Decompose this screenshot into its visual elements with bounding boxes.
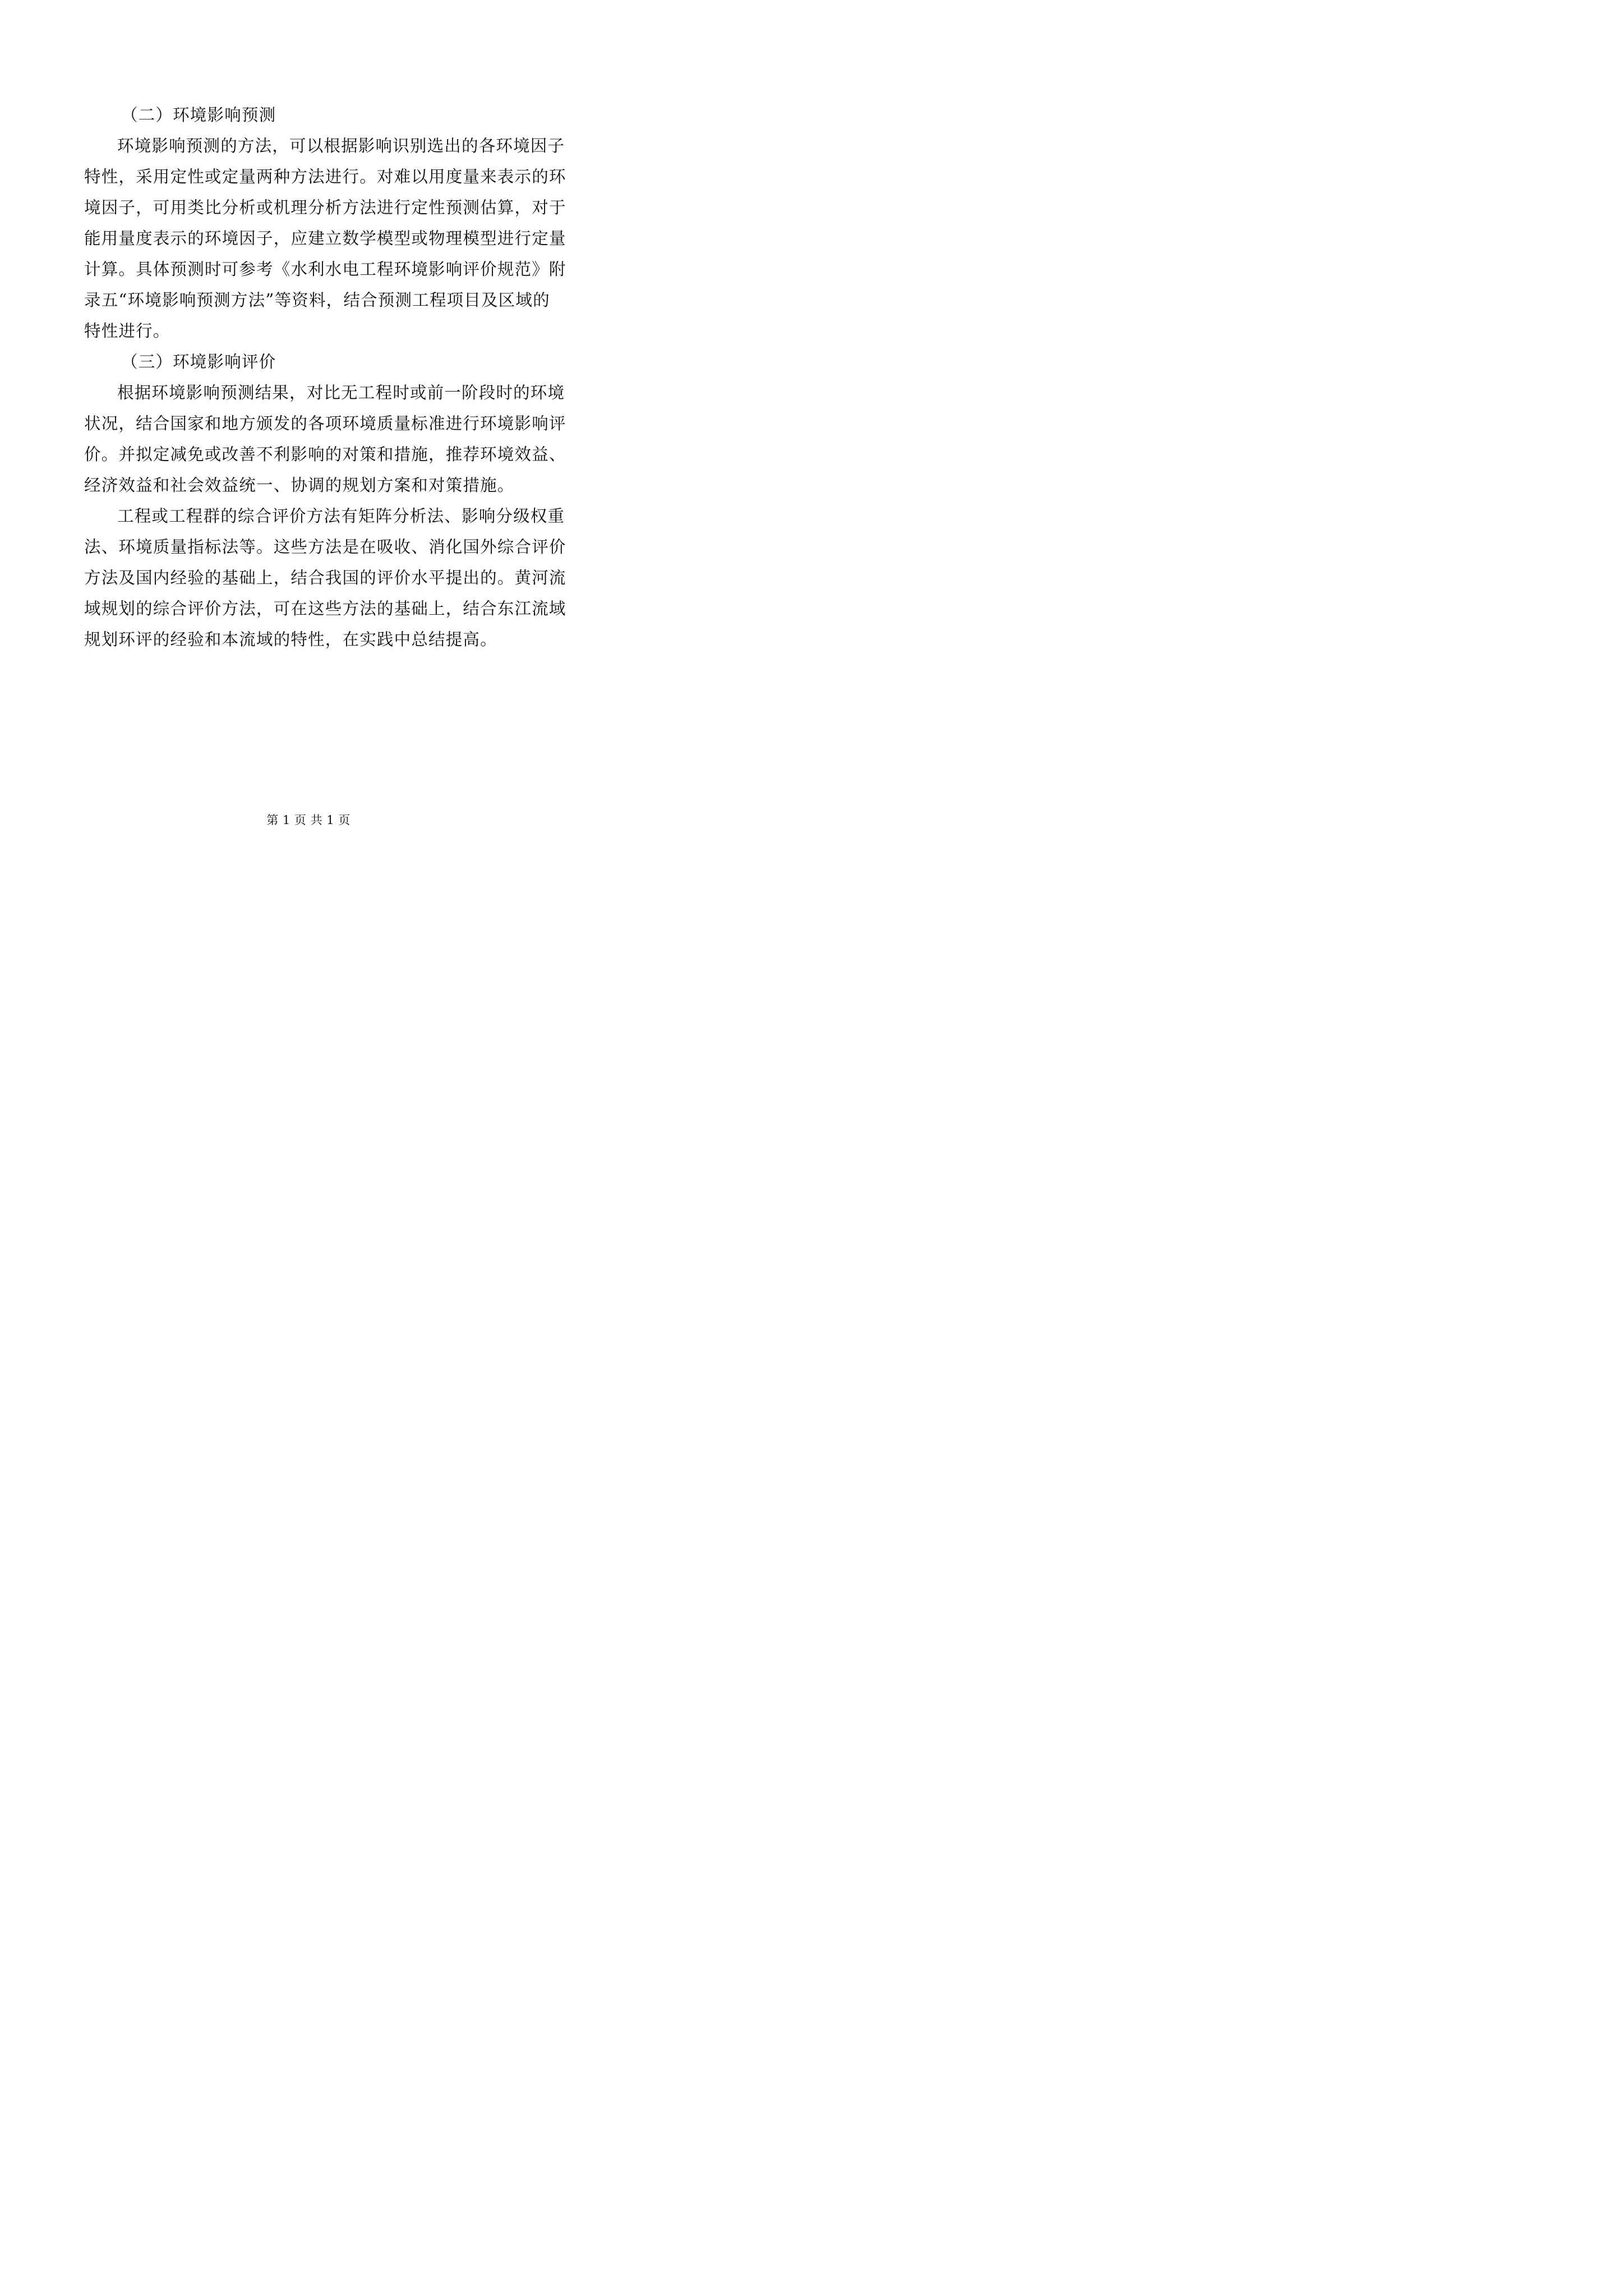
paragraph-line: 特性，采用定性或定量两种方法进行。对难以用度量来表示的环 bbox=[84, 167, 566, 186]
paragraph bbox=[84, 131, 566, 347]
paragraph bbox=[84, 501, 566, 655]
document-body bbox=[84, 100, 566, 655]
paragraph-line: 价。并拟定减免或改善不利影响的对策和措施，推荐环境效益、 bbox=[84, 445, 566, 464]
paragraph bbox=[84, 378, 566, 501]
paragraph-line: 环境影响预测的方法，可以根据影响识别选出的各环境因子 bbox=[117, 136, 565, 155]
paragraph-line: 经济效益和社会效益统一、协调的规划方案和对策措施。 bbox=[84, 476, 515, 495]
paragraph-line: 录五“环境影响预测方法”等资料，结合预测工程项目及区域的 bbox=[84, 291, 550, 310]
paragraph-line: 能用量度表示的环境因子，应建立数学模型或物理模型进行定量 bbox=[84, 229, 566, 248]
paragraph-line: 工程或工程群的综合评价方法有矩阵分析法、影响分级权重 bbox=[117, 507, 565, 526]
paragraph-line: 境因子，可用类比分析或机理分析方法进行定性预测估算，对于 bbox=[84, 198, 566, 217]
paragraph-line: 状况，结合国家和地方颁发的各项环境质量标准进行环境影响评 bbox=[84, 414, 566, 433]
paragraph-line: 根据环境影响预测结果，对比无工程时或前一阶段时的环境 bbox=[117, 383, 565, 402]
section-heading: （三）环境影响评价 bbox=[121, 352, 276, 371]
paragraph-line: 特性进行。 bbox=[84, 321, 170, 341]
document-page bbox=[0, 0, 617, 873]
section-heading: （二）环境影响预测 bbox=[121, 105, 276, 125]
page-footer: 第 1 页 共 1 页 bbox=[266, 813, 351, 827]
paragraph-line: 域规划的综合评价方法，可在这些方法的基础上，结合东江流域 bbox=[84, 599, 566, 618]
paragraph-line: 法、环境质量指标法等。这些方法是在吸收、消化国外综合评价 bbox=[84, 537, 566, 556]
paragraph-line: 计算。具体预测时可参考《水利水电工程环境影响评价规范》附 bbox=[84, 260, 566, 279]
paragraph-line: 方法及国内经验的基础上，结合我国的评价水平提出的。黄河流 bbox=[84, 568, 566, 587]
paragraph-line: 规划环评的经验和本流域的特性，在实践中总结提高。 bbox=[84, 630, 497, 649]
